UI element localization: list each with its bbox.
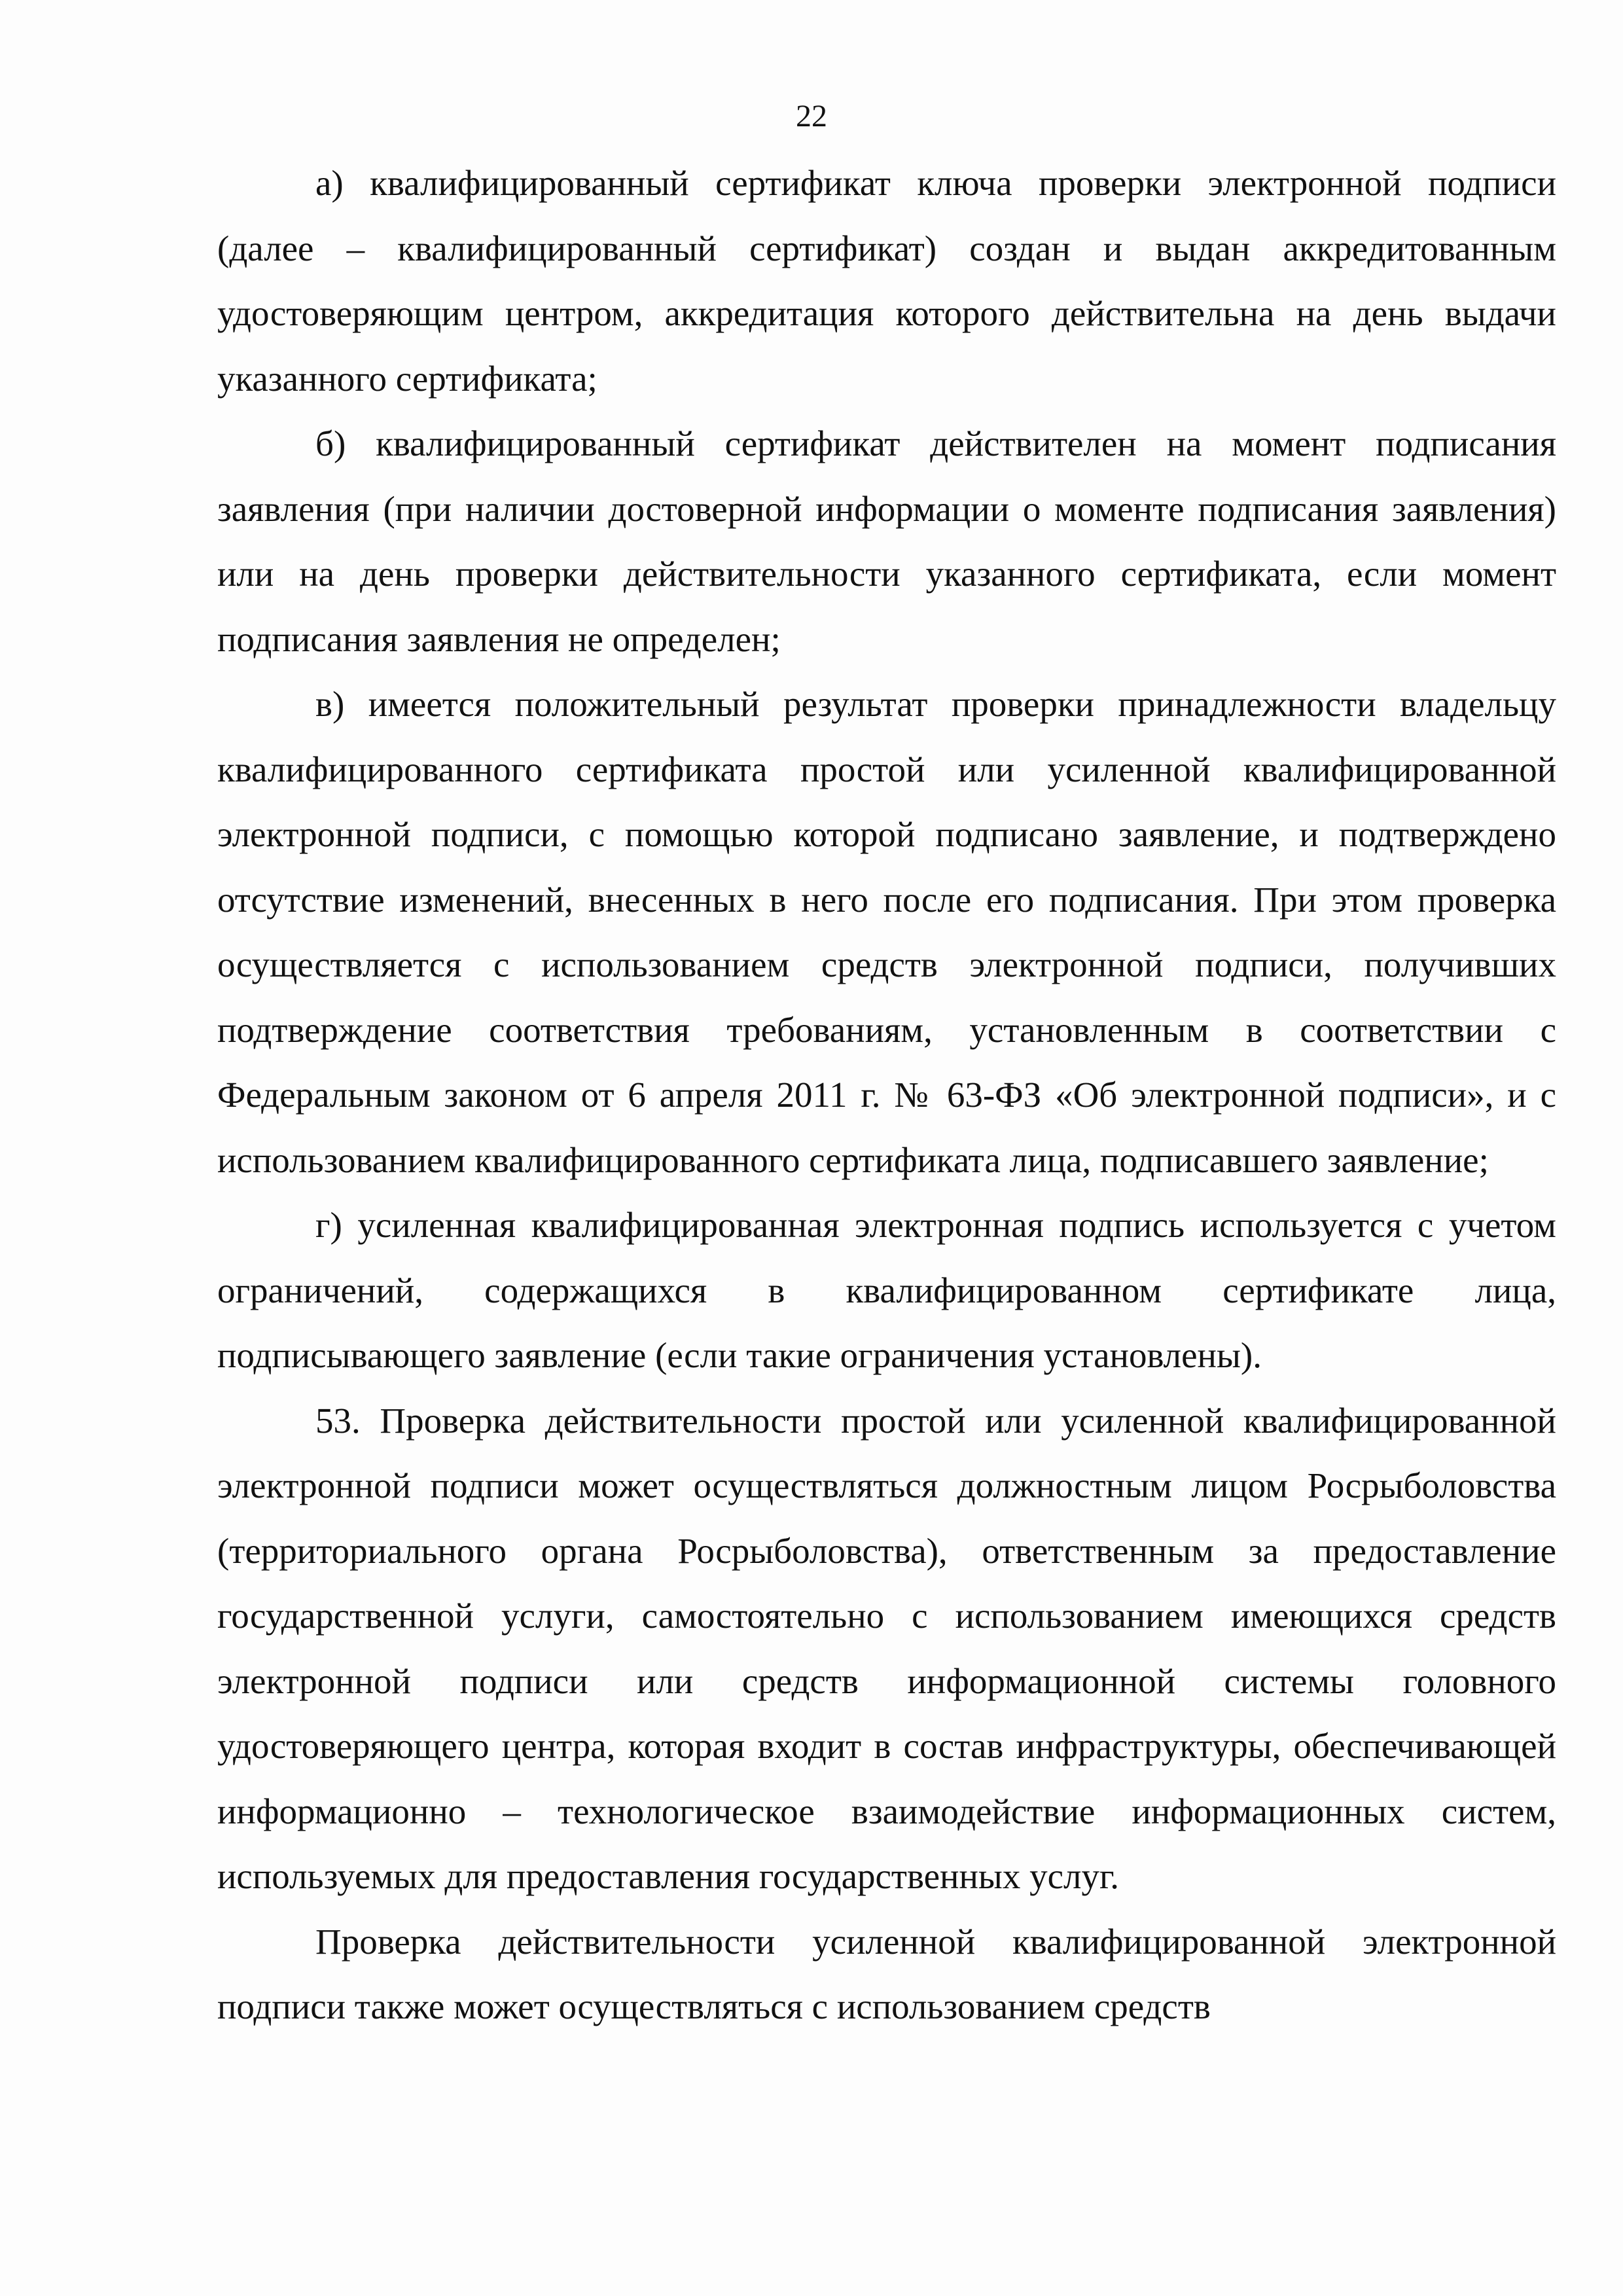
page-number: 22 bbox=[796, 99, 827, 134]
document-body bbox=[217, 151, 1556, 2039]
paragraph-item-g: г) усиленная квалифицированная электронная подпись используется с учетом ограничений, содержащихся в квалифицированном сертификате лица, подписывающего заявление (если такие ограничения установлены). bbox=[217, 1205, 1556, 1375]
paragraph-section-53: 53. Проверка действительности простой или усиленной квалифицированной электронной подписи может осуществляться должностным лицом Росрыболовства (территориального органа Росрыболовства), ответственным за предоставление государственной услуги, самостоятельно с использованием имеющихся средств электронной подписи или средств информационной системы головного удостоверяющего центра, которая входит в состав инфраструктуры, обеспечивающей информационно – технологическое взаимодействие информационных систем, используемых для предоставления государственных услуг. bbox=[217, 1400, 1556, 1896]
paragraph-item-a: а) квалифицированный сертификат ключа проверки электронной подписи (далее – квалифицированный сертификат) создан и выдан аккредитованным удостоверяющим центром, аккредитация которого действительна на день выдачи указанного сертификата; bbox=[217, 163, 1556, 399]
paragraph-verification-continued: Проверка действительности усиленной квалифицированной электронной подписи также может осуществляться с использованием средств bbox=[217, 1921, 1556, 2026]
paragraph-item-v: в) имеется положительный результат проверки принадлежности владельцу квалифицированного сертификата простой или усиленной квалифицированной электронной подписи, с помощью которой подписано заявление, и подтверждено отсутствие изменений, внесенных в него после его подписания. При этом проверка осуществляется с использованием средств электронной подписи, получивших подтверждение соответствия требованиям, установленным в соответствии с Федеральным законом от 6 апреля 2011 г. № 63-ФЗ «Об электронной подписи», и с использованием квалифицированного сертификата лица, подписавшего заявление; bbox=[217, 684, 1556, 1180]
paragraph-item-b: б) квалифицированный сертификат действителен на момент подписания заявления (при наличии достоверной информации о моменте подписания заявления) или на день проверки действительности указанного сертификата, если момент подписания заявления не определен; bbox=[217, 423, 1556, 659]
